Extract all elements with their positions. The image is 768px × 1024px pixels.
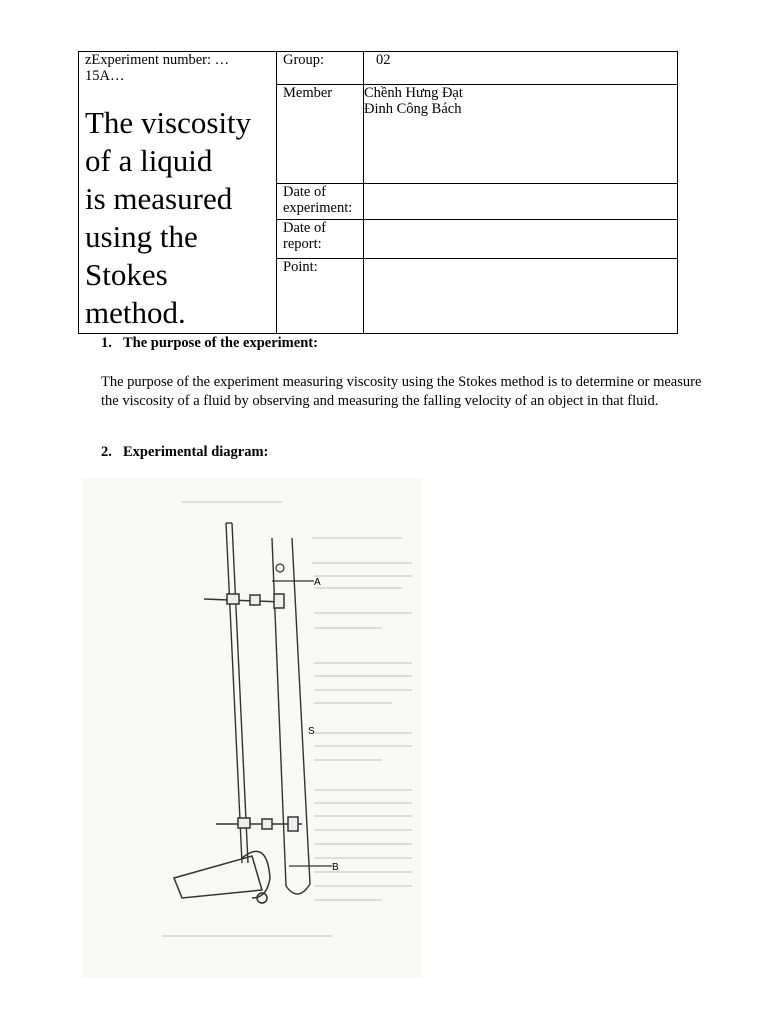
- title-line: The viscosity: [85, 105, 252, 140]
- title-line: of a liquid: [85, 143, 213, 178]
- member-label: Member: [277, 85, 364, 184]
- label-a: A: [314, 577, 321, 588]
- member-name: Đinh Công Bách: [364, 101, 462, 118]
- label-s: S: [308, 726, 315, 737]
- section-title: The purpose of the experiment:: [123, 335, 318, 351]
- title-cell: [79, 52, 277, 334]
- stand-base: [174, 851, 270, 903]
- group-label: Group:: [277, 52, 364, 85]
- date-report-label: Date of report:: [277, 219, 364, 258]
- date-report-value: [364, 219, 678, 258]
- title-line: is measured: [85, 181, 233, 216]
- date-experiment-value: [364, 184, 678, 219]
- point-value: [364, 258, 678, 333]
- lower-clamp: [216, 817, 302, 831]
- purpose-paragraph: The purpose of the experiment measuring viscosity using the Stokes method is to determine or measure the viscosity of a fluid by observing and measuring the falling velocity of an object in that fluid.: [101, 374, 702, 409]
- date-experiment-label: Date of experiment:: [277, 184, 364, 219]
- section-heading-diagram: [101, 444, 268, 461]
- header-table: [78, 51, 678, 334]
- ball: [276, 564, 284, 572]
- section-title: Experimental diagram:: [123, 444, 269, 460]
- member-list: [364, 85, 678, 184]
- upper-clamp: [204, 594, 284, 608]
- label-b: B: [332, 862, 339, 873]
- title-line: using the: [85, 219, 198, 254]
- member-name: Chềnh Hưng Đạt: [364, 85, 463, 102]
- group-value: 02: [364, 52, 678, 85]
- experimental-diagram-image: [82, 478, 422, 978]
- section-heading-purpose: [101, 335, 318, 352]
- stokes-apparatus-drawing: [82, 478, 422, 978]
- title-line: Stokes method.: [85, 257, 186, 330]
- stand-rods: [226, 523, 248, 863]
- experiment-number: zExperiment number: … 15A…: [85, 52, 230, 84]
- point-label: Point:: [277, 258, 364, 333]
- experiment-title: [85, 104, 270, 332]
- section-number: 1.: [101, 335, 112, 351]
- section-number: 2.: [101, 444, 112, 460]
- liquid-tube: [272, 538, 310, 894]
